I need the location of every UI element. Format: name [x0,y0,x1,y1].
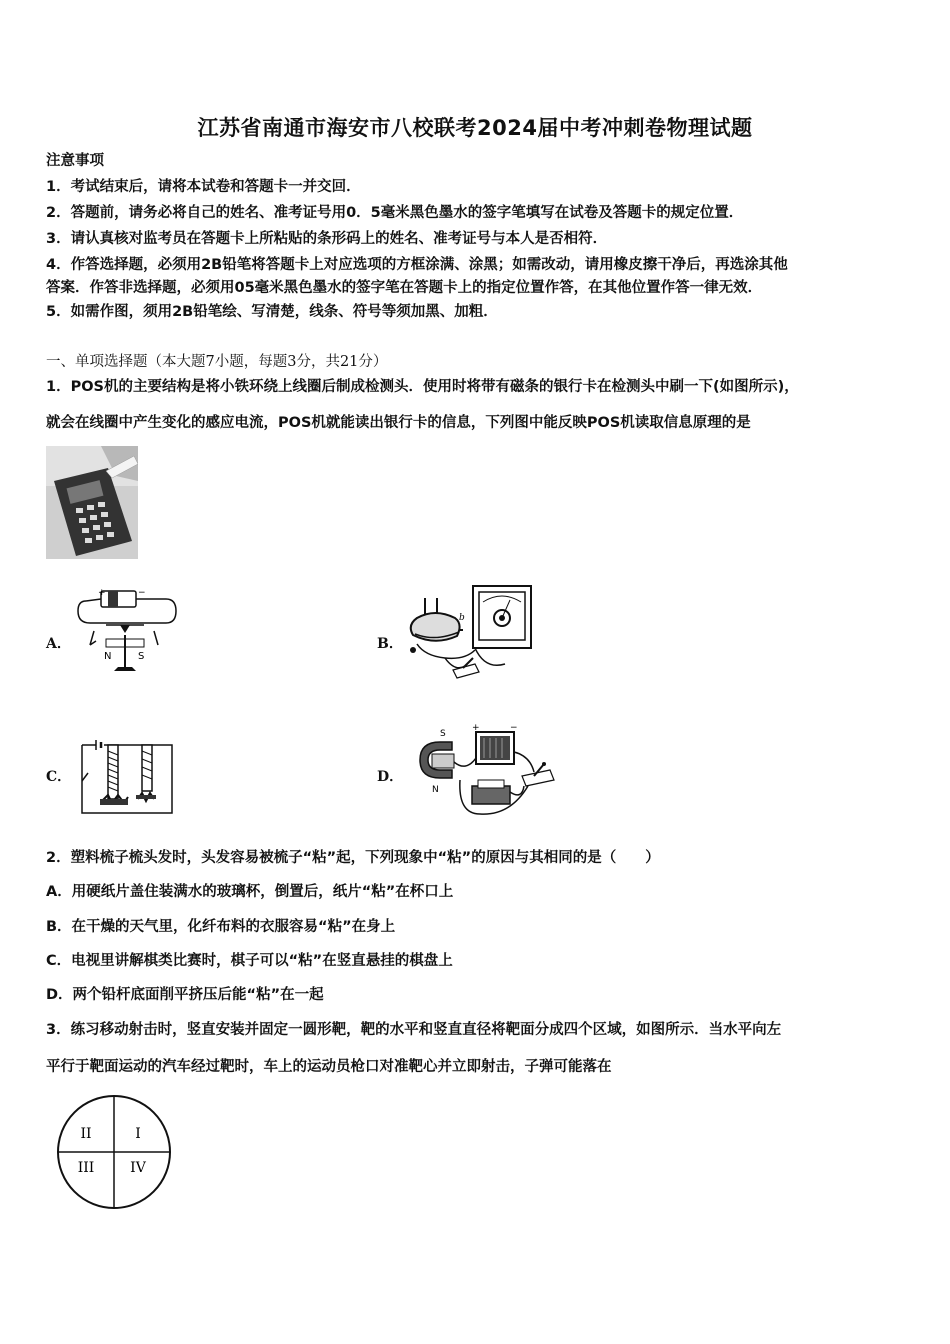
target-figure [54,1094,174,1210]
q2-option-d[interactable]: D．两个铅杆底面削平挤压后能“粘”在一起 [46,987,324,1003]
note-item: 3．请认真核对监考员在答题卡上所粘贴的条形码上的姓名、准考证号与本人是否相符． [46,231,608,247]
notes-heading: 注意事项 [46,153,104,169]
magnet-n-label: N [104,651,112,662]
magnet-n-label: N [432,785,439,795]
q3-stem-line2: 平行于靶面运动的汽车经过靶时，车上的运动员枪口对准靶心并立即射击，子弹可能落在 [46,1059,612,1075]
note-item: 1．考试结束后，请将本试卷和答题卡一并交回． [46,179,361,195]
q2-option-c[interactable]: C．电视里讲解棋类比赛时，棋子可以“粘”在竖直悬挂的棋盘上 [46,953,453,969]
note-item: 2．答题前，请务必将自己的姓名、准考证号用0．5毫米黑色墨水的签字笔填写在试卷及答题卡的规定位置． [46,205,744,221]
page-title: 江苏省南通市海安市八校联考2024届中考冲刺卷物理试题 [197,116,753,140]
q1-option-b-figure [405,580,535,680]
note-item: 5．如需作图，须用2B铅笔绘、写清楚，线条、符号等须加黑、加粗． [46,304,498,320]
svg-text:b: b [459,613,465,623]
q2-option-a[interactable]: A．用硬纸片盖住装满水的玻璃杯，倒置后，纸片“粘”在杯口上 [46,884,454,900]
battery-minus-label: − [510,723,518,733]
note-item: 答案．作答非选择题，必须用05毫米黑色墨水的签字笔在答题卡上的指定位置作答，在其他位置作答一律无效． [46,280,763,296]
target-region-3: III [77,1160,95,1176]
q3-stem-line1: 3．练习移动射击时，竖直安装并固定一圆形靶，靶的水平和竖直直径将靶面分成四个区域，如图所示．当水平向左 [46,1022,782,1038]
target-region-4: IV [130,1160,146,1176]
magnet-s-label: S [440,729,446,739]
q1-option-c-label[interactable]: C． [46,769,72,785]
q1-option-d-label[interactable]: D． [377,769,404,785]
svg-text:+: + [98,588,106,598]
q1-option-c-figure [78,737,176,815]
svg-text:−: − [138,588,146,598]
q1-stem-line1: 1．POS机的主要结构是将小铁环绕上线圈后制成检测头．使用时将带有磁条的银行卡在检测头中刷一下(如图所示)， [46,379,799,395]
section-heading: 一、单项选择题（本大题7小题，每题3分，共21分） [46,354,388,370]
target-region-1: I [135,1126,141,1142]
q1-option-d-figure [410,722,558,820]
battery-plus-label: + [472,723,480,733]
magnet-s-label: S [138,651,145,662]
q1-option-a-label[interactable]: A． [46,636,71,652]
q1-option-a-figure [76,587,180,679]
q2-option-b[interactable]: B．在干燥的天气里，化纤布料的衣服容易“粘”在身上 [46,919,396,935]
q2-stem: 2．塑料梳子梳头发时，头发容易被梳子“粘”起，下列现象中“粘”的原因与其相同的是（ ） [46,850,660,866]
note-item: 4．作答选择题，必须用2B铅笔将答题卡上对应选项的方框涂满、涂黑；如需改动，请用橡皮擦干净后，再选涂其他 [46,257,788,273]
q1-option-b-label[interactable]: B． [377,636,403,652]
pos-machine-image [46,446,138,559]
target-region-2: II [80,1126,92,1142]
q1-stem-line2: 就会在线圈中产生变化的感应电流，POS机就能读出银行卡的信息，下列图中能反映POS机读取信息原理的是 [46,415,751,431]
